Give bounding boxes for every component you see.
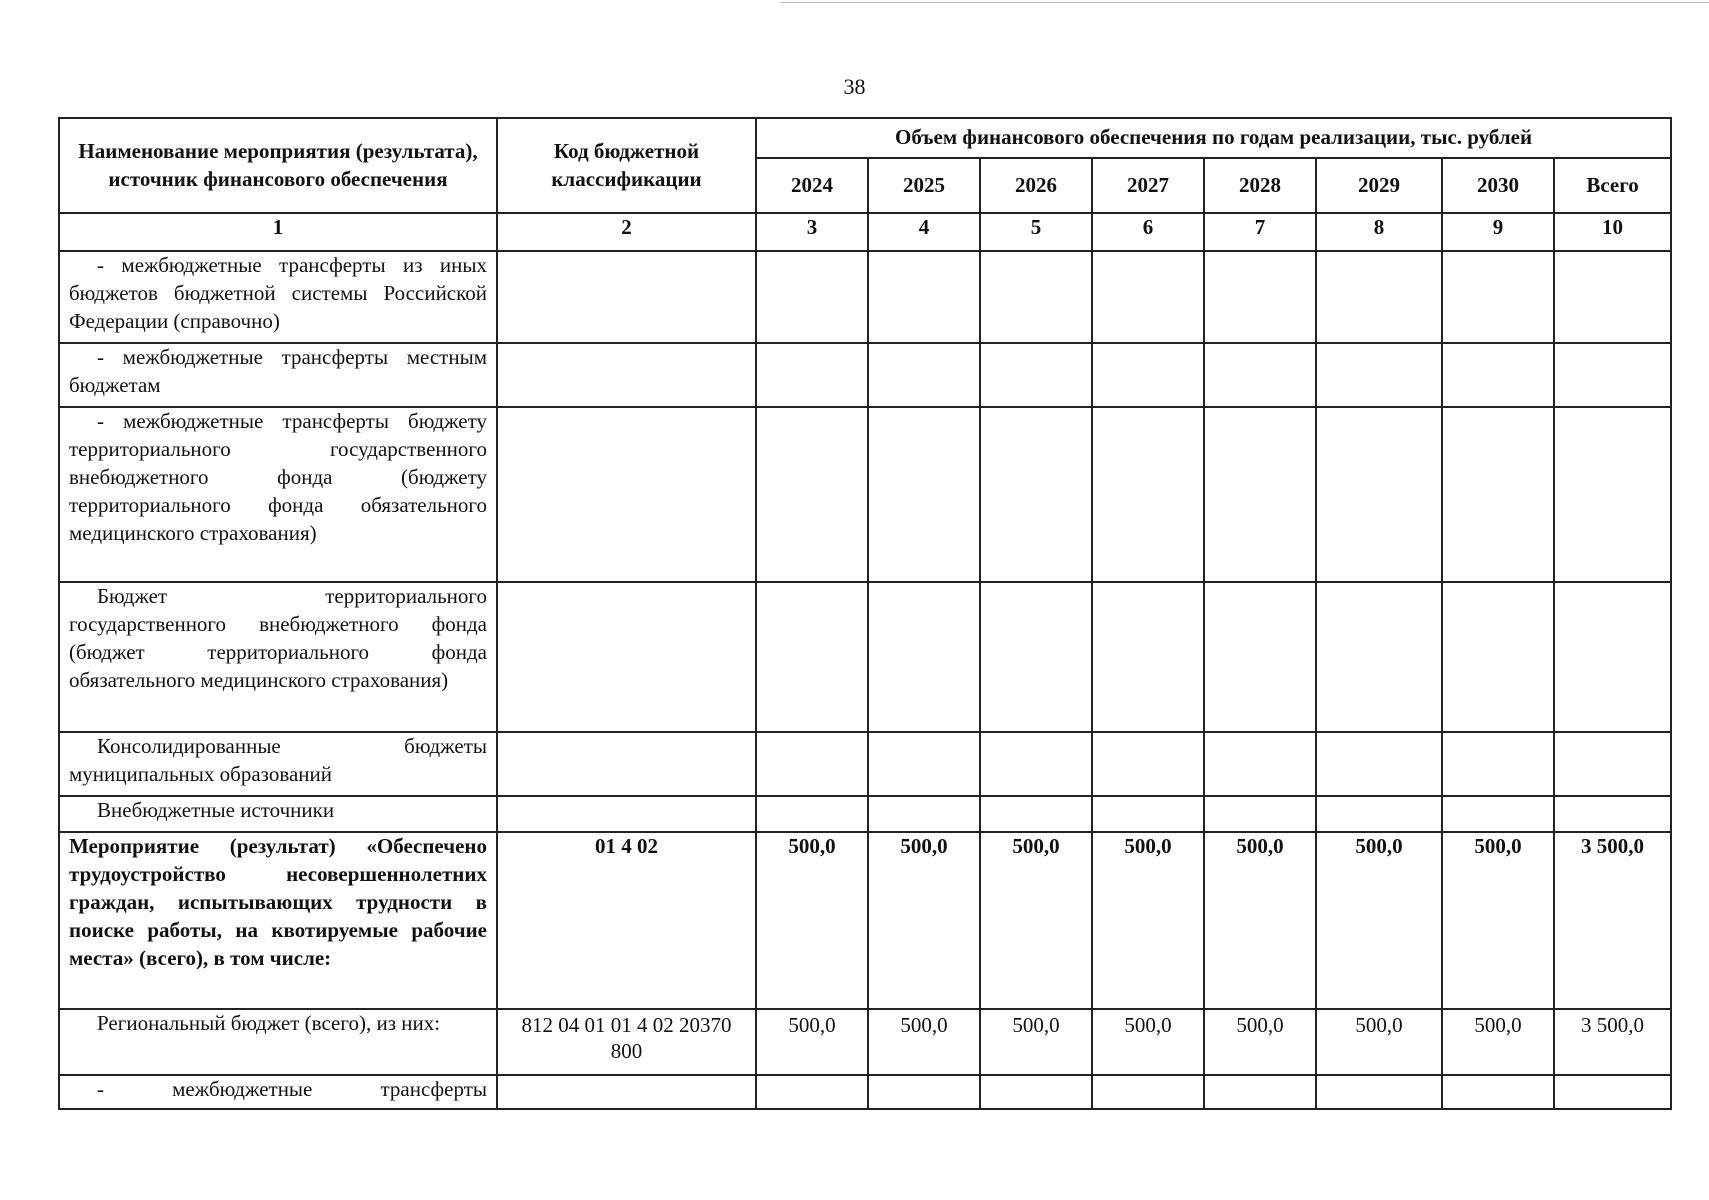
row-value [756,251,868,343]
row-name: - межбюджетные трансферты бюджету территориального государственного внебюджетного фонда (бюджету территориального фонда обязательного медицинского страхования) [59,407,497,582]
row-value [756,796,868,832]
header-volume: Объем финансового обеспечения по годам реализации, тыс. рублей [756,118,1671,158]
row-value [1092,343,1204,407]
row-value [1316,251,1442,343]
row-value: 500,0 [1092,832,1204,1009]
row-value [1092,582,1204,732]
row-code: 812 04 01 01 4 02 20370 800 [497,1009,756,1075]
row-code [497,251,756,343]
row-value [1092,732,1204,796]
row-name: Мероприятие (результат) «Обеспечено трудоустройство несовершеннолетних граждан, испытывающих трудности в поиске работы, на квотируемые рабочие места» (всего), в том числе: [59,832,497,1009]
row-value [868,251,980,343]
header-row-1 [59,118,1671,158]
row-value [1092,251,1204,343]
header-year: 2025 [868,158,980,213]
row-value [1554,796,1671,832]
row-value [1204,1075,1316,1109]
table-row [59,343,1671,407]
row-code [497,796,756,832]
row-value [756,732,868,796]
header-year: 2026 [980,158,1092,213]
row-value [868,582,980,732]
row-code [497,1075,756,1109]
row-value [1316,407,1442,582]
column-number: 5 [980,213,1092,251]
column-number: 1 [59,213,497,251]
row-value [868,796,980,832]
row-value [868,1075,980,1109]
row-name: - межбюджетные трансферты [59,1075,497,1109]
row-value [1204,251,1316,343]
row-value [1316,1075,1442,1109]
row-value [1554,1075,1671,1109]
row-value [1204,582,1316,732]
column-number-row [59,213,1671,251]
row-value [868,407,980,582]
header-year: 2028 [1204,158,1316,213]
row-value: 500,0 [1442,1009,1554,1075]
row-value [1092,407,1204,582]
row-name: - межбюджетные трансферты местным бюджетам [59,343,497,407]
row-value [1316,343,1442,407]
row-value: 500,0 [756,1009,868,1075]
row-value [1092,796,1204,832]
column-number: 7 [1204,213,1316,251]
row-value: 500,0 [980,832,1092,1009]
header-total: Всего [1554,158,1671,213]
row-value [980,1075,1092,1109]
row-value: 500,0 [1316,832,1442,1009]
column-number: 10 [1554,213,1671,251]
row-value [1554,732,1671,796]
row-value [1442,796,1554,832]
header-code: Код бюджетной классификации [497,118,756,213]
table-row [59,407,1671,582]
row-code [497,343,756,407]
row-value [1442,343,1554,407]
header-year: 2029 [1316,158,1442,213]
table-row [59,1009,1671,1075]
row-code [497,582,756,732]
row-name: Внебюджетные источники [59,796,497,832]
row-value [1316,796,1442,832]
row-name: Бюджет территориального государственного внебюджетного фонда (бюджет территориального фонда обязательного медицинского страхования) [59,582,497,732]
row-value [1204,796,1316,832]
page-number: 38 [843,74,866,99]
row-value [1316,732,1442,796]
row-value [980,343,1092,407]
row-value: 500,0 [1092,1009,1204,1075]
header-year: 2024 [756,158,868,213]
row-name: Региональный бюджет (всего), из них: [59,1009,497,1075]
table-row [59,832,1671,1009]
row-value [980,796,1092,832]
scan-edge-line [780,2,1709,3]
row-value [1204,343,1316,407]
column-number: 9 [1442,213,1554,251]
column-number: 8 [1316,213,1442,251]
table-row [59,796,1671,832]
row-value [1554,343,1671,407]
row-value: 500,0 [1442,832,1554,1009]
row-value: 3 500,0 [1554,832,1671,1009]
row-value [756,1075,868,1109]
row-value [980,407,1092,582]
row-value: 500,0 [1316,1009,1442,1075]
row-value: 3 500,0 [1554,1009,1671,1075]
row-value [1554,407,1671,582]
row-value [980,582,1092,732]
row-code [497,732,756,796]
column-number: 3 [756,213,868,251]
header-year: 2027 [1092,158,1204,213]
row-value: 500,0 [868,832,980,1009]
column-number: 4 [868,213,980,251]
row-value [1442,407,1554,582]
row-value [868,343,980,407]
row-value [980,251,1092,343]
row-value [756,343,868,407]
row-name: - межбюджетные трансферты из иных бюджетов бюджетной системы Российской Федерации (справочно) [59,251,497,343]
row-value [1442,251,1554,343]
row-value [1442,732,1554,796]
row-value [1442,1075,1554,1109]
row-value [756,407,868,582]
financing-table [58,117,1672,1110]
row-value [1092,1075,1204,1109]
row-value: 500,0 [1204,1009,1316,1075]
row-value [1554,251,1671,343]
row-code: 01 4 02 [497,832,756,1009]
table-row [59,1075,1671,1109]
column-number: 6 [1092,213,1204,251]
column-number: 2 [497,213,756,251]
row-name: Консолидированные бюджеты муниципальных образований [59,732,497,796]
row-value [1204,407,1316,582]
row-value [868,732,980,796]
row-value: 500,0 [1204,832,1316,1009]
header-year: 2030 [1442,158,1554,213]
table-row [59,251,1671,343]
row-code [497,407,756,582]
table-row [59,732,1671,796]
row-value [1442,582,1554,732]
row-value [1316,582,1442,732]
row-value [1204,732,1316,796]
header-name: Наименование мероприятия (результата), источник финансового обеспечения [59,118,497,213]
row-value [756,582,868,732]
row-value [980,732,1092,796]
row-value: 500,0 [756,832,868,1009]
row-value: 500,0 [980,1009,1092,1075]
table-row [59,582,1671,732]
row-value: 500,0 [868,1009,980,1075]
row-value [1554,582,1671,732]
